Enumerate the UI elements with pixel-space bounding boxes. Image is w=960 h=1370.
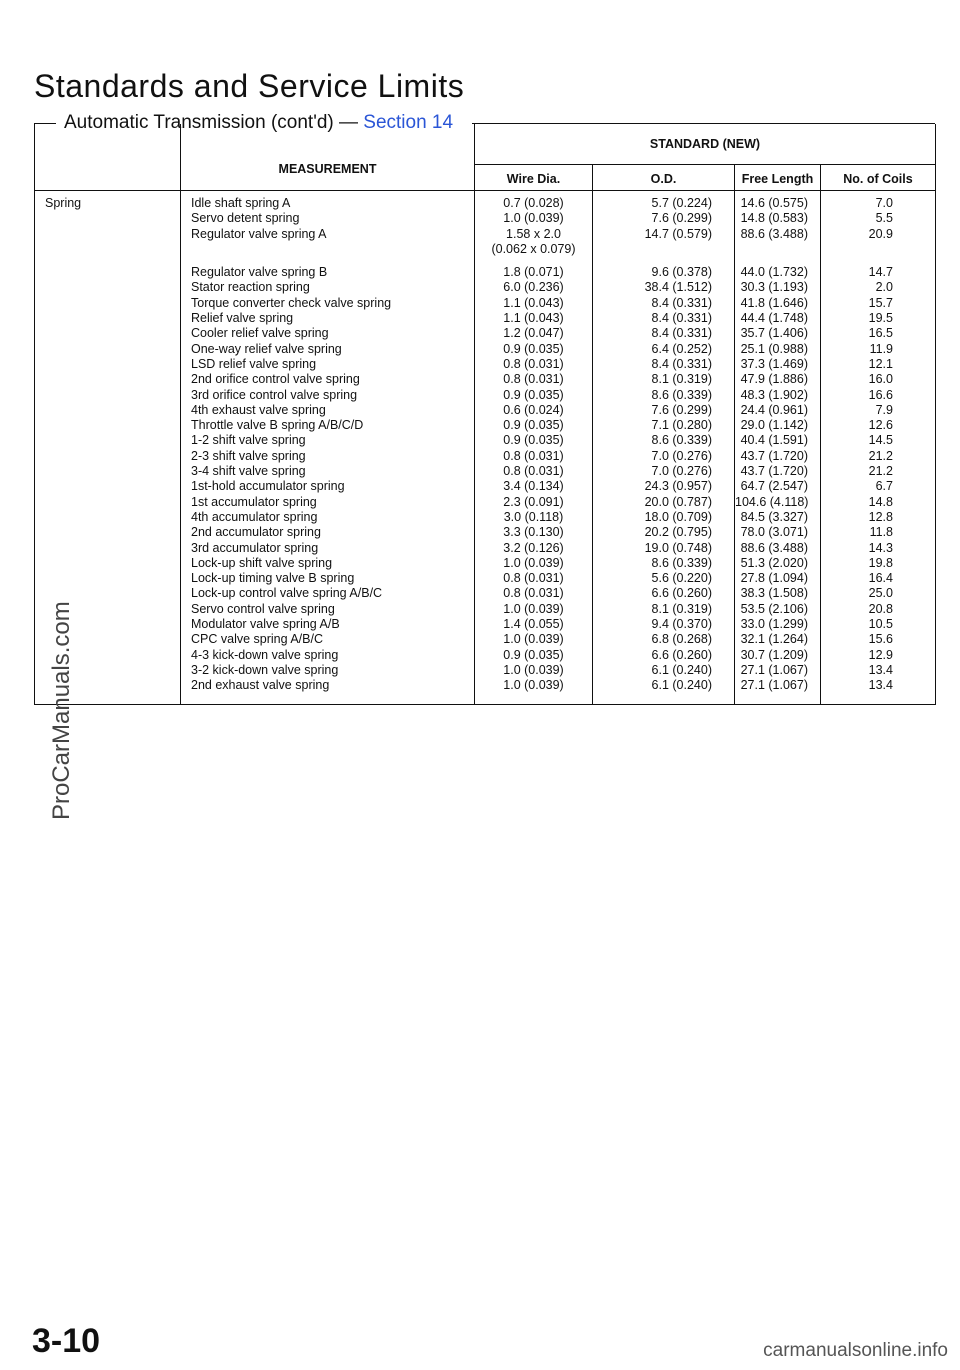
page-title: Standards and Service Limits (34, 68, 465, 104)
cell-wire: 2.3 (0.091) (503, 494, 564, 509)
cell-coils: 2.0 (875, 280, 893, 295)
cell-coils: 21.2 (868, 448, 893, 463)
cell-free: 30.7 (1.209) (740, 647, 808, 662)
cell-free: 53.5 (2.106) (740, 601, 808, 616)
cell-free: 30.3 (1.193) (740, 280, 808, 295)
cell-free: 27.8 (1.094) (740, 571, 808, 586)
cell-free: 43.7 (1.720) (740, 448, 808, 463)
cell-free: 64.7 (2.547) (740, 479, 808, 494)
cell-coils: 12.1 (868, 356, 893, 371)
cell-coils: 7.9 (875, 402, 893, 417)
standard-header: STANDARD (NEW) (649, 137, 761, 151)
cell-free: 41.8 (1.646) (740, 295, 808, 310)
cell-wire: 0.8 (0.031) (503, 586, 564, 601)
cell-wire: 0.9 (0.035) (503, 647, 564, 662)
cell-free: 14.6 (0.575) (740, 196, 808, 210)
cell-od: 6.8 (0.268) (651, 632, 712, 647)
cell-wire: 0.8 (0.031) (503, 464, 564, 479)
cell-coils: 13.4 (868, 662, 893, 677)
cell-name: 1st accumulator spring (191, 494, 317, 509)
cell-wire: 3.0 (0.118) (503, 509, 564, 524)
watermark-text: ProCarManuals.com (48, 601, 75, 820)
cell-od: 9.4 (0.370) (651, 617, 712, 632)
cell-od: 8.4 (0.331) (651, 356, 712, 371)
cell-coils: 6.7 (875, 479, 893, 494)
coils-column (821, 196, 935, 694)
cell-wire: 0.6 (0.024) (503, 402, 564, 417)
cell-free (735, 242, 820, 257)
section-link[interactable]: Section 14 (363, 112, 454, 133)
cell-name: One-way relief valve spring (191, 341, 342, 356)
cell-od: 7.0 (0.276) (651, 464, 712, 479)
cell-wire: 1.0 (0.039) (503, 601, 564, 616)
cell-free: 32.1 (1.264) (740, 632, 808, 647)
col-header-no-of-coils: No. of Coils (843, 172, 913, 186)
cell-name: 3rd orifice control valve spring (191, 387, 358, 402)
cell-coils: 14.3 (868, 540, 893, 555)
cell-od: 20.0 (0.787) (644, 494, 712, 509)
cell-name: Lock-up shift valve spring (191, 555, 333, 570)
cell-free: 14.8 (0.583) (740, 211, 808, 226)
cell-coils: 11.9 (869, 341, 893, 356)
cell-name: 3rd accumulator spring (191, 540, 319, 555)
col-header-od: O.D. (650, 172, 677, 186)
cell-coils: 14.8 (868, 494, 893, 509)
cell-od: 6.6 (0.260) (651, 586, 712, 601)
cell-name: LSD relief valve spring (191, 356, 317, 371)
watermark (6, 565, 75, 820)
cell-free: 48.3 (1.902) (740, 387, 808, 402)
cell-coils: 25.0 (868, 586, 893, 601)
cell-coils: 19.5 (868, 311, 893, 326)
cell-wire: 0.8 (0.031) (503, 372, 564, 387)
col-header-free-length: Free Length (741, 172, 814, 186)
cell-coils: 19.8 (868, 555, 893, 570)
col-header-wire-dia: Wire Dia. (506, 172, 561, 186)
cell-coils: 16.0 (868, 372, 893, 387)
cell-wire: 0.7 (0.028) (503, 196, 564, 210)
cell-name: Torque converter check valve spring (191, 295, 392, 310)
cell-name: 4-3 kick-down valve spring (191, 647, 339, 662)
cell-wire: 0.9 (0.035) (503, 418, 564, 433)
cell-name: Lock-up timing valve B spring (191, 571, 355, 586)
cell-coils: 12.6 (868, 418, 893, 433)
footer-site: carmanualsonline.info (763, 1340, 948, 1361)
cell-coils: 16.6 (868, 387, 893, 402)
cell-name: Regulator valve spring B (191, 265, 328, 280)
header-divider (474, 164, 935, 165)
cell-name: Throttle valve B spring A/B/C/D (191, 418, 364, 433)
cell-name: 2-3 shift valve spring (191, 448, 306, 463)
cell-wire: 3.2 (0.126) (503, 540, 564, 555)
cell-name: Stator reaction spring (191, 280, 310, 295)
cell-name: 2nd accumulator spring (191, 525, 321, 540)
cell-name: 1st-hold accumulator spring (191, 479, 345, 494)
measurement-header: MEASUREMENT (278, 162, 377, 176)
cell-wire: 0.9 (0.035) (503, 341, 564, 356)
subtitle-label: Automatic Transmission (cont'd) — (64, 112, 364, 133)
cell-od: 7.6 (0.299) (651, 402, 712, 417)
cell-name: Idle shaft spring A (191, 196, 291, 210)
cell-wire: 0.8 (0.031) (503, 571, 564, 586)
cell-coils: 11.8 (869, 525, 893, 540)
page-number: 3-10 (32, 1322, 101, 1360)
cell-name (191, 242, 391, 257)
category-label: Spring (45, 196, 82, 210)
cell-od: 18.0 (0.709) (644, 509, 712, 524)
header-bottom-rule (35, 190, 935, 191)
cell-od: 8.4 (0.331) (651, 311, 712, 326)
cell-coils: 16.5 (868, 326, 893, 341)
cell-free: 88.6 (3.488) (740, 540, 808, 555)
cell-wire: 1.4 (0.055) (503, 617, 564, 632)
cell-coils: 21.2 (868, 464, 893, 479)
cell-name: 4th accumulator spring (191, 509, 318, 524)
measurement-column (191, 196, 391, 694)
cell-od: 8.4 (0.331) (651, 326, 712, 341)
cell-name: 2nd orifice control valve spring (191, 372, 360, 387)
cell-wire: 3.4 (0.134) (503, 479, 564, 494)
cell-coils: 14.7 (868, 265, 893, 280)
cell-name: 4th exhaust valve spring (191, 402, 326, 417)
cell-od: 7.1 (0.280) (651, 418, 712, 433)
cell-free: 84.5 (3.327) (740, 509, 808, 524)
cell-od: 8.4 (0.331) (651, 295, 712, 310)
cell-free: 25.1 (0.988) (740, 341, 808, 356)
cell-od: 8.6 (0.339) (651, 387, 712, 402)
cell-wire: 1.58 x 2.0 (506, 226, 561, 241)
cell-wire: 1.2 (0.047) (503, 326, 564, 341)
cell-name: Servo detent spring (191, 211, 300, 226)
cell-wire: 0.8 (0.031) (503, 356, 564, 371)
cell-wire: 1.0 (0.039) (503, 211, 564, 226)
cell-free: 29.0 (1.142) (740, 418, 808, 433)
cell-free: 47.9 (1.886) (740, 372, 808, 387)
spring-spec-table (34, 124, 936, 705)
cell-coils: 15.7 (868, 295, 893, 310)
cell-free: 27.1 (1.067) (740, 662, 808, 677)
cell-name: 3-2 kick-down valve spring (191, 662, 339, 677)
cell-name: Servo control valve spring (191, 601, 335, 616)
cell-name: Lock-up control valve spring A/B/C (191, 586, 383, 601)
cell-od: 6.6 (0.260) (651, 647, 712, 662)
cell-wire: 1.0 (0.039) (503, 662, 564, 677)
cell-od: 8.1 (0.319) (651, 372, 712, 387)
cell-od: 8.6 (0.339) (651, 555, 712, 570)
cell-coils (821, 242, 935, 257)
cell-name: 1-2 shift valve spring (191, 433, 306, 448)
cell-name: Relief valve spring (191, 311, 294, 326)
cell-od: 20.2 (0.795) (644, 525, 712, 540)
col-divider (180, 124, 181, 704)
cell-coils: 14.5 (868, 433, 893, 448)
cell-free: 40.4 (1.591) (740, 433, 808, 448)
cell-coils: 20.9 (868, 226, 893, 241)
cell-od: 6.1 (0.240) (651, 678, 712, 693)
cell-name: 2nd exhaust valve spring (191, 678, 330, 693)
cell-free: 78.0 (3.071) (740, 525, 808, 540)
cell-coils: 5.5 (875, 211, 893, 226)
cell-wire: 1.0 (0.039) (503, 678, 564, 693)
cell-od: 6.1 (0.240) (651, 662, 712, 677)
cell-free: 104.6 (4.118) (735, 494, 809, 509)
cell-coils: 10.5 (868, 617, 893, 632)
wire-dia-column (475, 196, 592, 694)
cell-od: 8.6 (0.339) (651, 433, 712, 448)
cell-coils: 12.9 (868, 647, 893, 662)
od-column (593, 196, 734, 694)
cell-name: Regulator valve spring A (191, 226, 327, 241)
cell-od: 19.0 (0.748) (644, 540, 712, 555)
cell-od: 7.6 (0.299) (651, 211, 712, 226)
cell-wire: 1.0 (0.039) (503, 555, 564, 570)
cell-wire: 0.9 (0.035) (503, 433, 564, 448)
cell-wire: 1.1 (0.043) (503, 311, 564, 326)
cell-free: 44.4 (1.748) (740, 311, 808, 326)
cell-wire: 6.0 (0.236) (503, 280, 564, 295)
free-length-column (735, 196, 820, 694)
cell-free: 88.6 (3.488) (740, 226, 808, 241)
cell-name: Modulator valve spring A/B (191, 617, 340, 632)
cell-od (593, 242, 734, 257)
cell-od: 38.4 (1.512) (644, 280, 712, 295)
cell-od: 9.6 (0.378) (651, 265, 712, 280)
cell-free: 51.3 (2.020) (740, 555, 808, 570)
cell-od: 14.7 (0.579) (644, 226, 712, 241)
cell-od: 24.3 (0.957) (644, 479, 712, 494)
cell-wire: 1.0 (0.039) (503, 632, 564, 647)
cell-od: 6.4 (0.252) (651, 341, 712, 356)
cell-wire: 3.3 (0.130) (503, 525, 564, 540)
cell-free: 44.0 (1.732) (740, 265, 808, 280)
cell-coils: 12.8 (868, 509, 893, 524)
cell-wire: 0.8 (0.031) (503, 448, 564, 463)
cell-coils: 16.4 (868, 571, 893, 586)
cell-wire: 1.1 (0.043) (503, 295, 564, 310)
cell-coils: 15.6 (868, 632, 893, 647)
cell-free: 33.0 (1.299) (740, 617, 808, 632)
cell-od: 8.1 (0.319) (651, 601, 712, 616)
cell-free: 38.3 (1.508) (740, 586, 808, 601)
cell-free: 35.7 (1.406) (740, 326, 808, 341)
cell-wire: 1.8 (0.071) (503, 265, 564, 280)
cell-name: 3-4 shift valve spring (191, 464, 306, 479)
cell-coils: 13.4 (868, 678, 893, 693)
cell-od: 5.6 (0.220) (651, 571, 712, 586)
cell-coils: 7.0 (875, 196, 893, 210)
cell-coils: 20.8 (868, 601, 893, 616)
cell-free: 37.3 (1.469) (740, 356, 808, 371)
cell-od: 7.0 (0.276) (651, 448, 712, 463)
cell-free: 27.1 (1.067) (740, 678, 808, 693)
cell-name: Cooler relief valve spring (191, 326, 329, 341)
cell-name: CPC valve spring A/B/C (191, 632, 323, 647)
cell-wire: 0.9 (0.035) (503, 387, 564, 402)
cell-free: 24.4 (0.961) (740, 402, 808, 417)
cell-od: 5.7 (0.224) (651, 196, 712, 210)
cell-free: 43.7 (1.720) (740, 464, 808, 479)
cell-wire: (0.062 x 0.079) (491, 241, 576, 256)
